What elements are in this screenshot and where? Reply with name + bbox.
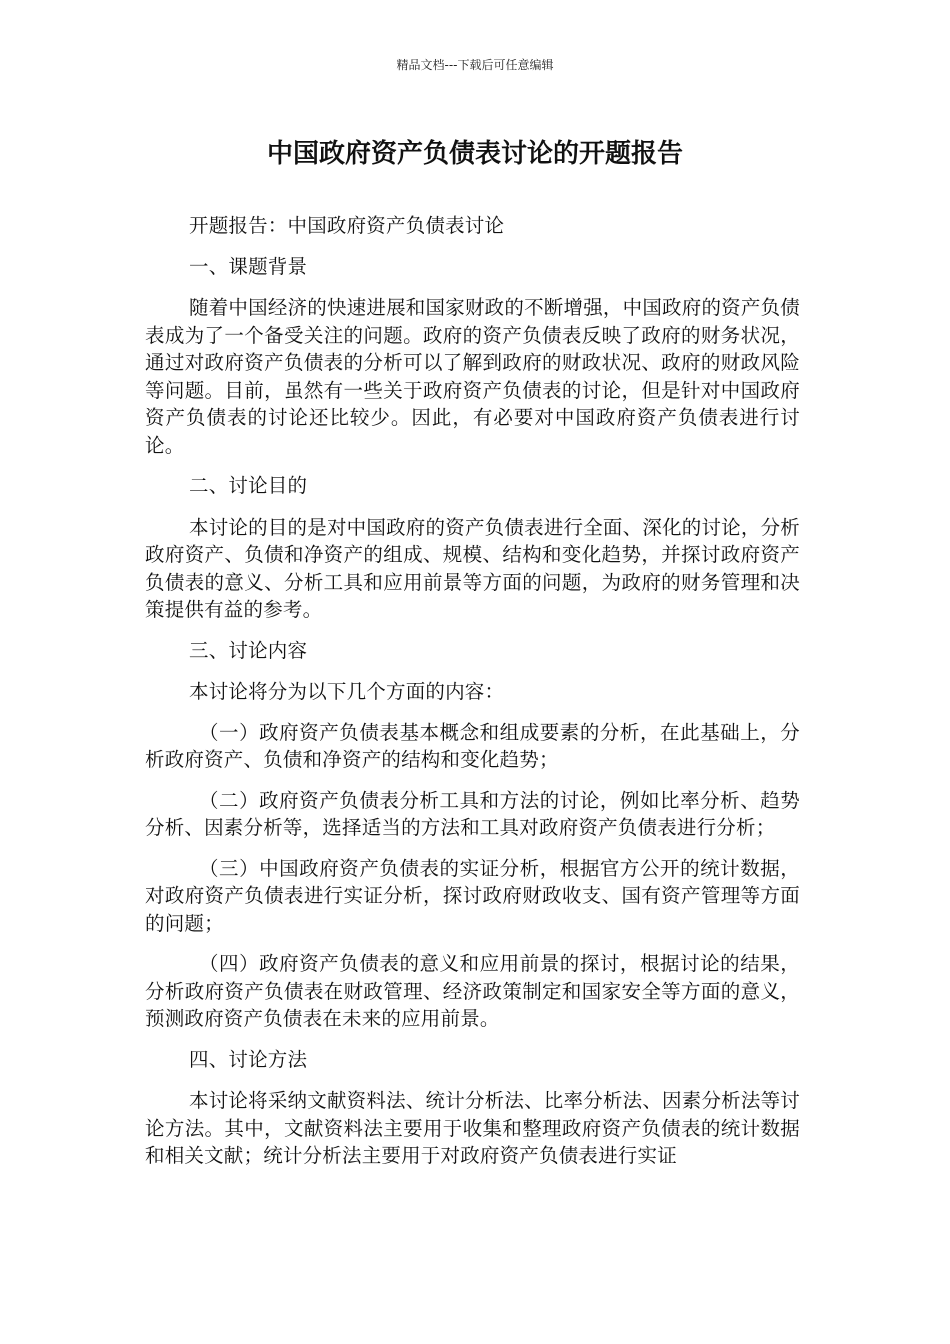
document-body [145, 212, 800, 1183]
section-heading-content: 三、讨论内容 [189, 638, 308, 662]
list-item-2: （二）政府资产负债表分析工具和方法的讨论，例如比率分析、趋势分析、因素分析等，选择适当的方法和工具对政府资产负债表进行分析； [145, 788, 800, 839]
paragraph-content-intro: 本讨论将分为以下几个方面的内容： [189, 680, 505, 703]
header-note: 精品文档---下载后可任意编辑 [396, 58, 554, 72]
list-item-1: （一）政府资产负债表基本概念和组成要素的分析，在此基础上，分析政府资产、负债和净资产的结构和变化趋势； [145, 720, 800, 771]
report-subtitle: 开题报告：中国政府资产负债表讨论 [189, 214, 505, 237]
list-item-3: （三）中国政府资产负债表的实证分析，根据官方公开的统计数据，对政府资产负债表进行实证分析，探讨政府财政收支、国有资产管理等方面的问题； [145, 856, 800, 935]
paragraph-background: 随着中国经济的快速进展和国家财政的不断增强，中国政府的资产负债表成为了一个备受关注的问题。政府的资产负债表反映了政府的财务状况，通过对政府资产负债表的分析可以了解到政府的财政状况、政府的财政风险等问题。目前，虽然有一些关于政府资产负债表的讨论，但是针对中国政府资产负债表的讨论还比较少。因此，有必要对中国政府资产负债表进行讨论。 [145, 296, 800, 457]
section-heading-purpose: 二、讨论目的 [189, 474, 308, 497]
paragraph-methods: 本讨论将采纳文献资料法、统计分析法、比率分析法、因素分析法等讨论方法。其中，文献资料法主要用于收集和整理政府资产负债表的统计数据和相关文献；统计分析法主要用于对政府资产负债表进行实证 [145, 1089, 800, 1167]
section-heading-methods: 四、讨论方法 [189, 1047, 308, 1071]
section-heading-background: 一、课题背景 [189, 254, 308, 278]
list-item-4: （四）政府资产负债表的意义和应用前景的探讨，根据讨论的结果，分析政府资产负债表在财政管理、经济政策制定和国家安全等方面的意义，预测政府资产负债表在未来的应用前景。 [145, 952, 800, 1030]
paragraph-purpose: 本讨论的目的是对中国政府的资产负债表进行全面、深化的讨论，分析政府资产、负债和净资产的组成、规模、结构和变化趋势，并探讨政府资产负债表的意义、分析工具和应用前景等方面的问题，为政府的财务管理和决策提供有益的参考。 [145, 515, 800, 621]
document-title: 中国政府资产负债表讨论的开题报告 [266, 139, 683, 169]
